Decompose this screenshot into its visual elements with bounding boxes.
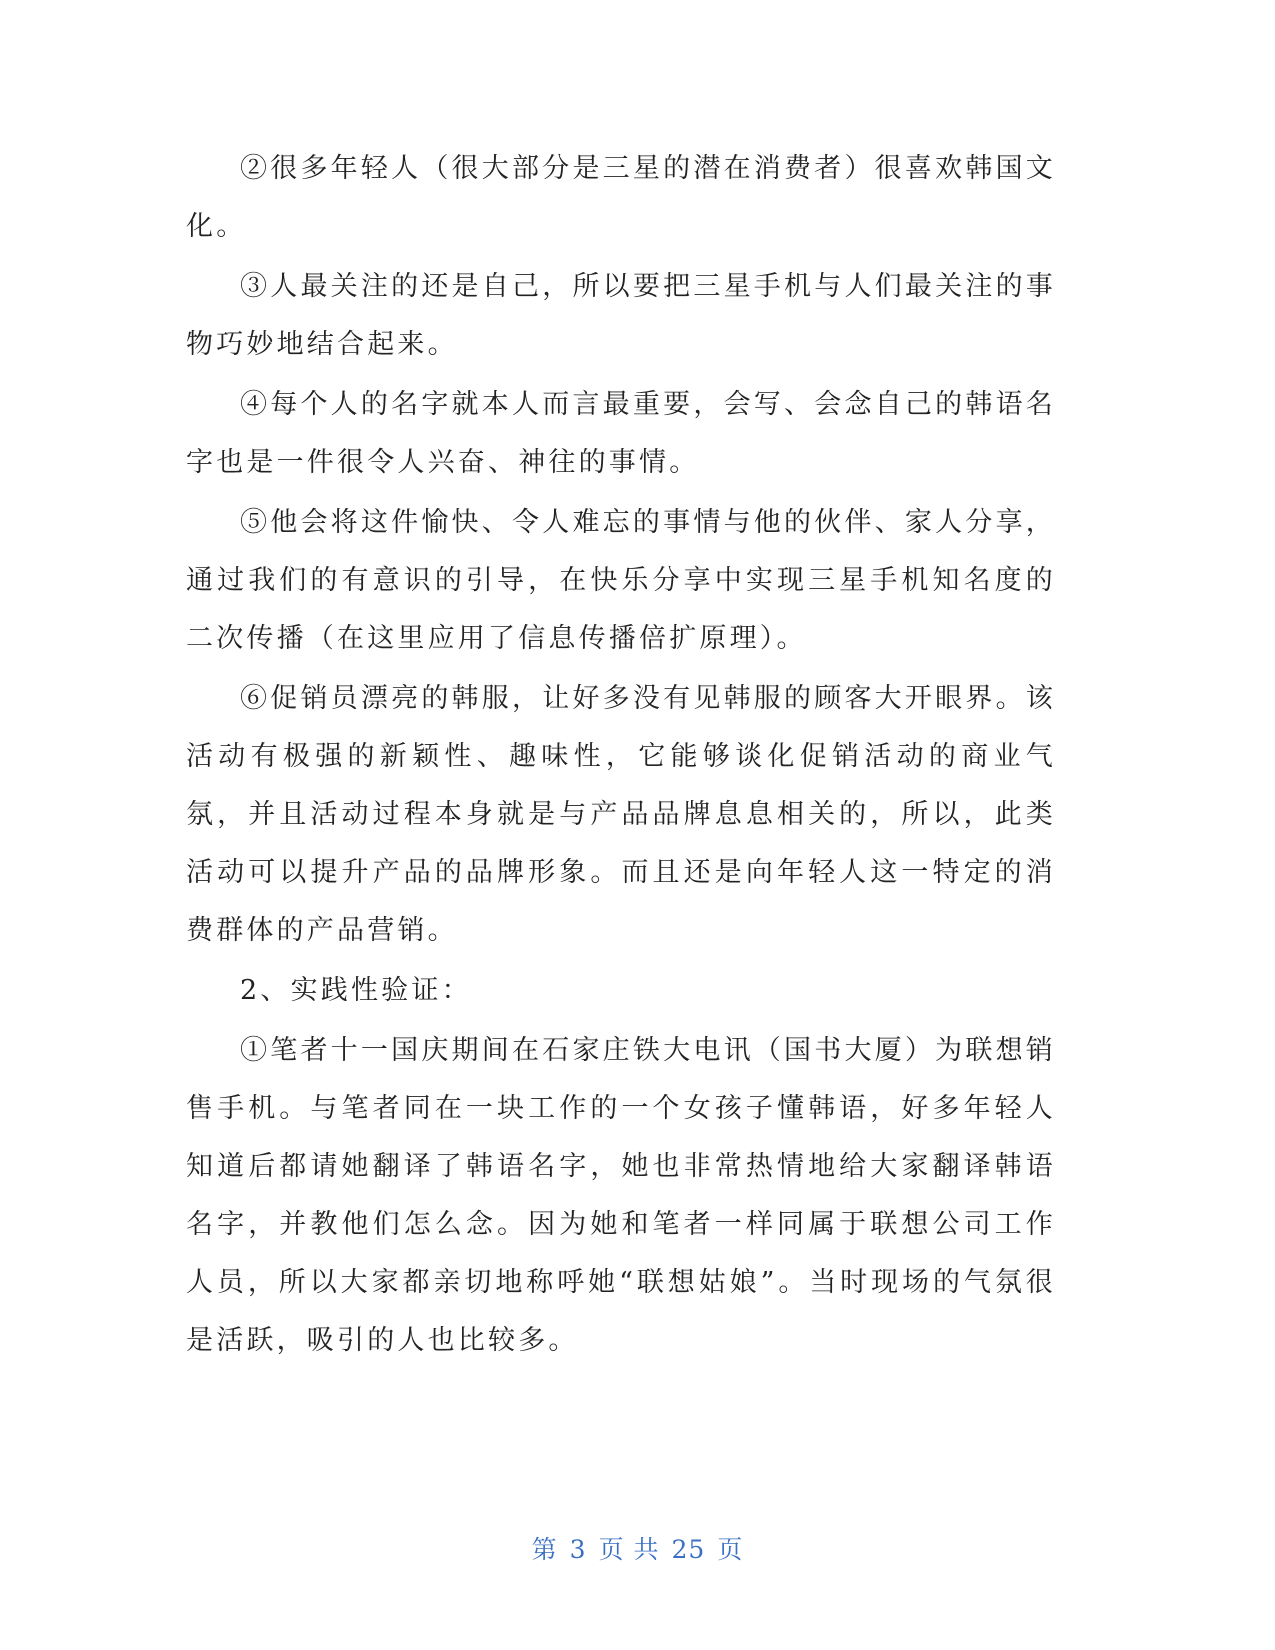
footer-suffix: 页 [717, 1535, 744, 1564]
paragraph: ④每个人的名字就本人而言最重要，会写、会念自己的韩语名字也是一件很令人兴奋、神往的事情。 [186, 389, 1056, 478]
paragraph: ③人最关注的还是自己，所以要把三星手机与人们最关注的事物巧妙地结合起来。 [186, 271, 1056, 360]
section-heading: 2、实践性验证： [240, 975, 472, 1006]
footer-middle: 页 共 [598, 1535, 660, 1564]
paragraph: ⑤他会将这件愉快、令人难忘的事情与他的伙伴、家人分享，通过我们的有意识的引导，在快乐分享中实现三星手机知名度的二次传播（在这里应用了信息传播倍扩原理）。 [186, 507, 1056, 654]
footer-prefix: 第 [531, 1535, 558, 1564]
paragraph: ②很多年轻人（很大部分是三星的潜在消费者）很喜欢韩国文化。 [186, 153, 1056, 242]
paragraph: ①笔者十一国庆期间在石家庄铁大电讯（国书大厦）为联想销售手机。与笔者同在一块工作的一个女孩子懂韩语，好多年轻人知道后都请她翻译了韩语名字，她也非常热情地给大家翻译韩语名字，并教他们怎么念。因为她和笔者一样同属于联想公司工作人员，所以大家都亲切地称呼她“联想姑娘”。当时现场的气氛很是活跃，吸引的人也比较多。 [186, 1035, 1056, 1356]
page-number: 3 [569, 1535, 587, 1564]
paragraph: ⑥促销员漂亮的韩服，让好多没有见韩服的顾客大开眼界。该活动有极强的新颖性、趣味性，它能够谈化促销活动的商业气氛，并且活动过程本身就是与产品品牌息息相关的，所以，此类活动可以提升产品的品牌形象。而且还是向年轻人这一特定的消费群体的产品营销。 [186, 683, 1056, 946]
page-total: 25 [671, 1535, 706, 1564]
page-footer [0, 1530, 1275, 1566]
document-body [186, 140, 1056, 1372]
